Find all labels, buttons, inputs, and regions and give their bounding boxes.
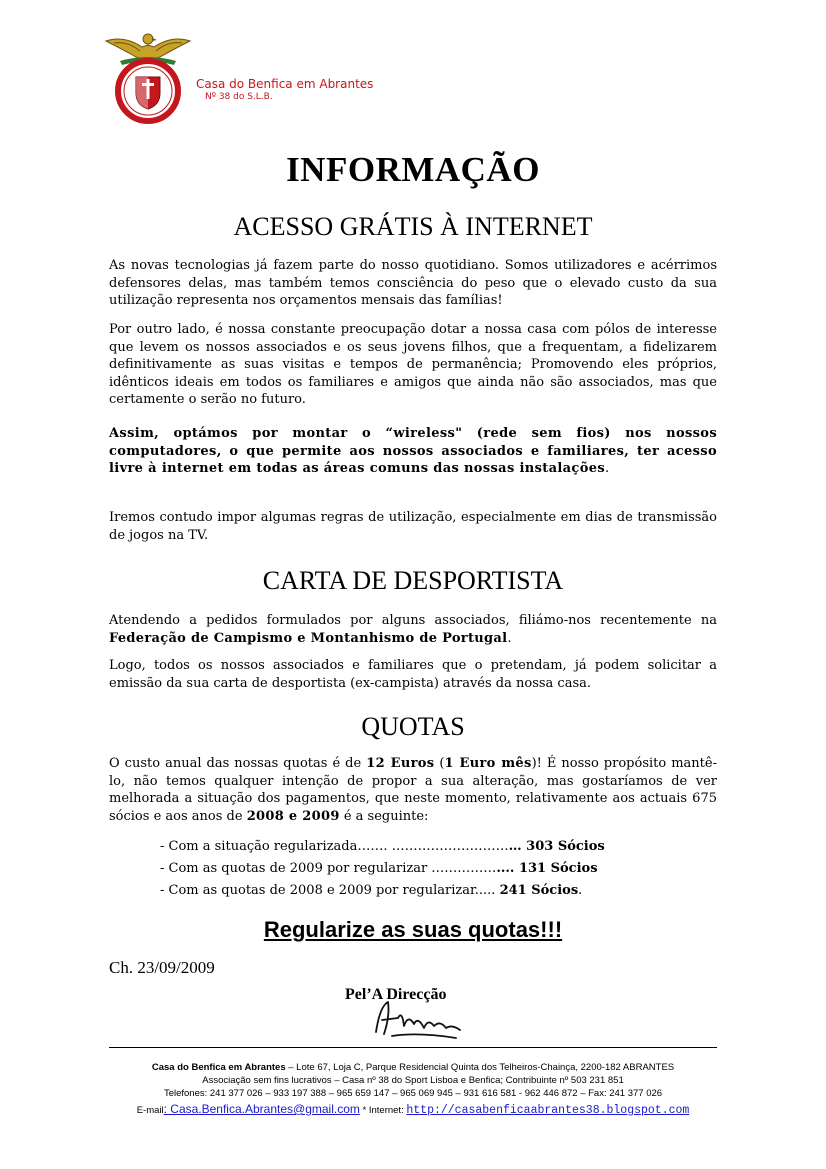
benfica-eagle-crest-icon: [104, 27, 192, 127]
page-title: INFORMAÇÃO: [286, 150, 540, 189]
footer-divider: [109, 1047, 717, 1048]
footer-address: – Lote 67, Loja C, Parque Residencial Quinta dos Telheiros-Chainça, 2200-182 ABRANTES: [285, 1062, 675, 1073]
signature-label: Pel’A Direcção: [345, 986, 447, 1003]
document-date: Ch. 23/09/2009: [109, 958, 215, 977]
list-item-label: - Com as quotas de 2008 e 2009 por regularizar.....: [160, 883, 500, 898]
list-item: [160, 858, 680, 880]
internet-paragraph-4: Iremos contudo impor algumas regras de utilização, especialmente em dias de transmissão de jogos na TV.: [109, 510, 717, 543]
list-item-value: … 303 Sócios: [508, 839, 605, 854]
wireless-statement: Assim, optámos por montar o “wireless" (rede sem fios) nos nossos computadores, o que permite aos nossos associados e familiares, ter acesso livre à internet em todas as áreas comuns das nossas instalações: [109, 426, 717, 477]
quotas-heading: QUOTAS: [361, 712, 465, 741]
list-item-label: - Com as quotas de 2009 por regularizar ……………: [160, 861, 497, 876]
internet-heading: ACESSO GRÁTIS À INTERNET: [233, 212, 593, 241]
club-logo: [104, 27, 192, 127]
footer-line-2: Associação sem fins lucrativos – Casa nº 38 do Sport Lisboa e Benfica; Contribuinte nº 503 231 851: [202, 1075, 624, 1086]
quotas-text-c: (: [434, 756, 445, 771]
email-label: E-mail: [136, 1105, 164, 1116]
list-item-value: .... 131 Sócios: [496, 861, 598, 876]
quotas-text-e: )! É nosso propósito mantê-lo, não temos qualquer intenção de propor a sua alteração, mas gostaríamos de ver melhorada a situação dos pagamentos, que neste momento, relativamente aos actuais 675 sócios e aos anos de: [109, 756, 717, 824]
club-number: Nº 38 do S.L.B.: [205, 92, 273, 102]
wireless-statement-end: .: [605, 461, 610, 477]
signature-icon: [368, 996, 468, 1042]
quotas-paragraph: [109, 755, 717, 825]
footer-line-1: [109, 1061, 717, 1074]
club-name: Casa do Benfica em Abrantes: [196, 77, 374, 91]
email-link[interactable]: : Casa.Benfica.Abrantes@gmail.com: [163, 1102, 360, 1116]
carta-paragraph-1: [109, 612, 717, 647]
internet-paragraph-1: As novas tecnologias já fazem parte do nosso quotidiano. Somos utilizadores e acérrimos defensores delas, mas também temos consciência do peso que o elevado custo da sua utilização representa nos orçamentos mensais das famílias!: [109, 258, 717, 309]
list-item-end: .: [578, 883, 583, 898]
signature: [368, 996, 468, 1042]
list-item: [160, 880, 680, 902]
internet-paragraph-3: [109, 425, 717, 478]
internet-label: * Internet:: [359, 1105, 407, 1116]
quotas-list: [160, 836, 680, 902]
carta-paragraph-2: Logo, todos os nossos associados e familiares que o pretendam, já podem solicitar a emissão da sua carta de desportista (ex-campista) através da nossa casa.: [109, 658, 717, 691]
carta-heading: CARTA DE DESPORTISTA: [262, 566, 564, 595]
footer-line-3: Telefones: 241 377 026 – 933 197 388 – 965 659 147 – 965 069 945 – 931 616 581 - 962 446 872 – Fax: 241 377 026: [163, 1088, 663, 1099]
list-item: [160, 836, 680, 858]
carta-text-end: .: [507, 630, 512, 646]
quotas-text-g: é a seguinte:: [339, 808, 429, 824]
quotas-text-a: O custo anual das nossas quotas é de: [109, 756, 367, 771]
internet-paragraph-2: Por outro lado, é nossa constante preocupação dotar a nossa casa com pólos de interesse que levem os nossos associados e os seus jovens filhos, que a frequentam, a fidelizarem definitivamente as suas visitas e tempos de permanência; Promovendo eles próprios, idênticos ideais em todos os familiares e amigos que ainda não são associados, mas que certamente o serão no futuro.: [109, 322, 717, 408]
federation-name: Federação de Campismo e Montanhismo de Portugal: [109, 630, 508, 646]
quota-years: 2008 e 2009: [246, 808, 340, 824]
list-item-label: - Com a situação regularizada……. ………………………: [160, 839, 509, 854]
list-item-value: 241 Sócios: [499, 883, 579, 898]
carta-text: Atendendo a pedidos formulados por alguns associados, filiámo-nos recentemente na: [109, 613, 717, 628]
callout-regularize: Regularize as suas quotas!!!: [263, 917, 563, 942]
footer-club-name: Casa do Benfica em Abrantes: [151, 1062, 286, 1073]
website-link[interactable]: http://casabenficaabrantes38.blogspot.com: [406, 1104, 690, 1117]
footer-line-4: [109, 1103, 717, 1117]
quota-amount: 12 Euros: [366, 756, 435, 771]
quota-monthly: 1 Euro mês: [444, 756, 532, 771]
